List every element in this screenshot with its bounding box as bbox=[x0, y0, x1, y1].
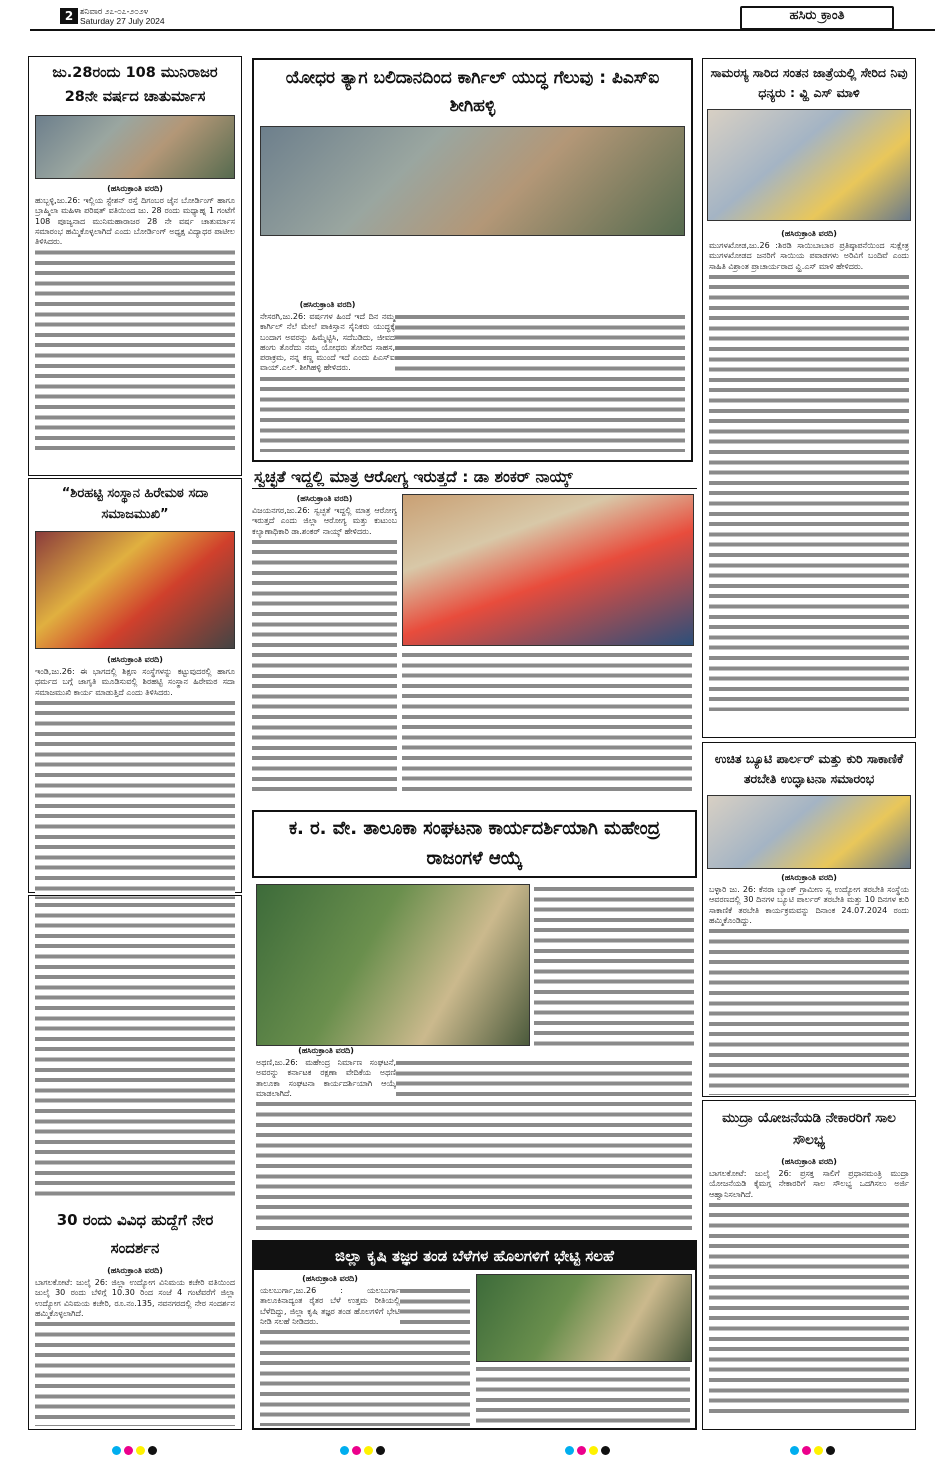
article-text: ನೇಸರಗಿ,ಜು.26: ವರ್ಷಗಳ ಹಿಂದೆ ಇದೆ ದಿನ ನಮ್ಮ ಕಾರ್ಗಿಲ್ ನೆಲೆ ಮೇಲೆ ಪಾಕಿಸ್ತಾನ ಸೈನಿಕರು ಯುದ್ಧಕ್ಕೆ ಬಂದಾಗ ಅವರನ್ನು ಹಿಮ್ಮೆಟ್ಟಿಸಿ, ಸದೆಬಡಿದು, ಜೀವದ ಹಂಗು ತೊರೆದು ನಮ್ಮ ಯೋಧರು ತೋರಿದ ಸಾಹಸ, ಪರಾಕ್ರಮ, ನನ್ನ ಕಣ್ಣ ಮುಂದೆ ಇದೆ ಎಂದು ಪಿಎಸ್ಐ ವಾಯ್.ಎಲ್. ಶೀಗಿಹಳ್ಳಿ ಹೇಳಿದರು. bbox=[260, 312, 395, 373]
headline: ಮುದ್ರಾ ಯೋಜನೆಯಡಿ ನೇಕಾರರಿಗೆ ಸಾಲ ಸೌಲಭ್ಯ bbox=[722, 1110, 896, 1148]
yellow-mark bbox=[814, 1446, 823, 1455]
headline: ಸ್ವಚ್ಛತೆ ಇದ್ದಲ್ಲಿ ಮಾತ್ರ ಆರೋಗ್ಯ ಇರುತ್ತದೆ : ಡಾ ಶಂಕರ್ ನಾಯ್ಕ್ bbox=[252, 466, 697, 489]
kargil-photo bbox=[260, 126, 685, 236]
article-kargil bbox=[252, 58, 693, 462]
headline: ಜು.28ರಂದು 108 ಮುನಿರಾಜರ 28ನೇ ವರ್ಷದ ಚಾತುರ್ಮಾಸ bbox=[52, 65, 218, 105]
byline: (ಹಸಿರುಕ್ರಾಂತಿ ವರದಿ) bbox=[781, 1157, 837, 1166]
article-body bbox=[709, 241, 909, 711]
magenta-mark bbox=[352, 1446, 361, 1455]
article-body bbox=[256, 1058, 692, 1230]
headline: 30 ರಂದು ವಿವಿಧ ಹುದ್ದೆಗೆ ನೇರ ಸಂದರ್ಶನ bbox=[56, 1211, 214, 1257]
event-photo bbox=[707, 109, 911, 221]
yellow-mark bbox=[364, 1446, 373, 1455]
headline: ಯೋಧರ ತ್ಯಾಗ ಬಲಿದಾನದಿಂದ ಕಾರ್ಗಿಲ್ ಯುದ್ಧ ಗೆಲುವು : ಪಿಎಸ್ಐ ಶೀಗಿಹಳ್ಳಿ bbox=[285, 68, 660, 116]
black-mark bbox=[376, 1446, 385, 1455]
yellow-mark bbox=[589, 1446, 598, 1455]
article-body bbox=[35, 196, 235, 456]
article-text: ಯಲಬುರ್ಗಾ,ಜು.26 : ಯಲಬುರ್ಗಾ ತಾಲೂಕಿನಾದ್ಯಂತ ರೈತರ ಬೆಳೆ ಉತ್ತಮ ರೀತಿಯಲ್ಲಿ ಬೆಳೆದಿದ್ದು, ಜಿಲ್ಲಾ ಕೃಷಿ ತಜ್ಞರ ತಂಡ ಹೊಲಗಳಿಗೆ ಭೇಟಿ ನೀಡಿ ಸಲಹೆ ನೀಡಿದರು. bbox=[260, 1286, 400, 1326]
article-text: ಬಾಗಲಕೋಟೆ: ಜುಲೈ 26: ಪ್ರಸಕ್ತ ಸಾಲಿಗೆ ಪ್ರಧಾನಮಂತ್ರಿ ಮುದ್ರಾ ಯೋಜನೆಯಡಿ ಕೈಮಗ್ಗ ನೇಕಾರರಿಗೆ ಸಾಲ ಸೌಲಭ್ಯ ಒದಗಿಸಲು ಅರ್ಜಿ ಆಹ್ವಾನಿಸಲಾಗಿದೆ. bbox=[709, 1169, 909, 1199]
masthead: ಹಸಿರು ಕ್ರಾಂತಿ bbox=[740, 6, 894, 30]
event-photo bbox=[476, 1274, 692, 1362]
article-body-continued bbox=[476, 1364, 690, 1426]
yellow-mark bbox=[136, 1446, 145, 1455]
headline: “ಶಿರಹಟ್ಟಿ ಸಂಸ್ಥಾನ ಹಿರೇಮಠ ಸದಾ ಸಮಾಜಮುಖಿ” bbox=[61, 486, 209, 522]
event-photo bbox=[707, 795, 911, 869]
article-text: ಮುಗಳಖೋಡ,ಜು.26 :ಶಿರಡಿ ಸಾಯಿಬಾಬಾರ ಪ್ರತಿಷ್ಠಾಪನೆಯಿಂದ ಸುಕ್ಷೇತ್ರ ಮುಗಳಖೋಡದ ಜನರಿಗೆ ಸಾಯಿಯ ಪವಾಡಗಳು ಅರಿವಿಗೆ ಬಂದಿವೆ ಎಂದು ಸಾಹಿತಿ ವಿಶ್ರಾಂತ ಪ್ರಾಚಾರ್ಯರಾದ ವ್ಹಿ.ಎಸ್ ಮಾಳಿ ಹೇಳಿದರು. bbox=[709, 241, 909, 271]
continued-body bbox=[35, 900, 235, 1200]
byline: (ಹಸಿರುಕ್ರಾಂತಿ ವರದಿ) bbox=[299, 300, 356, 309]
article-body bbox=[709, 885, 909, 1095]
print-registration-marks-mid2 bbox=[565, 1440, 613, 1452]
print-registration-marks-mid1 bbox=[340, 1440, 388, 1452]
date-kannada: ಶನಿವಾರ ೨೭-೦೭-೨೦೨೪ bbox=[80, 6, 149, 16]
byline: (ಹಸಿರುಕ್ರಾಂತಿ ವರದಿ) bbox=[107, 1266, 163, 1275]
magenta-mark bbox=[802, 1446, 811, 1455]
headline: ಜಿಲ್ಲಾ ಕೃಷಿ ತಜ್ಞರ ತಂಡ ಬೆಳೆಗಳ ಹೊಲಗಳಿಗೆ ಭೇಟ್ಟಿ ಸಲಹೆ bbox=[254, 1242, 695, 1270]
article-body bbox=[35, 667, 235, 899]
article-body bbox=[709, 1169, 909, 1419]
article-chaturmasa bbox=[28, 56, 242, 476]
byline: (ಹಸಿರುಕ್ರಾಂತಿ ವರದಿ) bbox=[107, 655, 163, 664]
article-krishi bbox=[252, 1240, 697, 1430]
event-photo bbox=[402, 494, 694, 646]
page-header bbox=[8, 6, 938, 28]
event-photo bbox=[35, 115, 235, 179]
article-text: ಬಳ್ಳಾರಿ ಜು. 26: ಕೆನರಾ ಬ್ಯಾಂಕ್ ಗ್ರಾಮೀಣ ಸ್ವ ಉದ್ಯೋಗ ತರಬೇತಿ ಸಂಸ್ಥೆಯ ಆವರಣದಲ್ಲಿ 30 ದಿನಗಳ ಬ್ಯೂಟಿ ಪಾರ್ಲರ್ ತರಬೇತಿ ಮತ್ತು 10 ದಿನಗಳ ಕುರಿ ಸಾಕಾಣಿಕೆ ತರಬೇತಿ ಕಾರ್ಯಕ್ರಮವನ್ನು ದಿನಾಂಕ 24.07.2024 ರಂದು ಹಮ್ಮಿಕೊಂಡಿದ್ದು. bbox=[709, 885, 909, 925]
event-photo bbox=[256, 884, 530, 1046]
byline: (ಹಸಿರುಕ್ರಾಂತಿ ವರದಿ) bbox=[107, 184, 163, 193]
article-karave bbox=[252, 810, 697, 1235]
black-mark bbox=[826, 1446, 835, 1455]
article-shirahatti bbox=[28, 478, 242, 893]
byline: (ಹಸಿರುಕ್ರಾಂತಿ ವರದಿ) bbox=[302, 1274, 358, 1283]
byline: (ಹಸಿರುಕ್ರಾಂತಿ ವರದಿ) bbox=[296, 494, 353, 503]
cyan-mark bbox=[565, 1446, 574, 1455]
byline: (ಹಸಿರುಕ್ರಾಂತಿ ವರದಿ) bbox=[781, 873, 837, 882]
article-body bbox=[260, 312, 685, 452]
article-body bbox=[35, 1278, 235, 1426]
headline: ಕ. ರ. ವೇ. ತಾಲೂಕಾ ಸಂಘಟನಾ ಕಾರ್ಯದರ್ಶಿಯಾಗಿ ಮಹೇಂದ್ರ ರಾಜಂಗಳೆ ಆಯ್ಕೆ bbox=[252, 810, 697, 878]
article-text: ಹುಬ್ಬಳ್ಳಿ,ಜು.26: ಇಲ್ಲಿಯ ಸ್ಟೇಶನ್ ರಸ್ತೆ ದಿಗಂಬರ ಜೈನ ಬೋರ್ಡಿಂಗ್ ಹಾಗೂ ಬ್ರಾಹ್ಮಿಲಾ ಮಹಿಳಾ ಪರಿಷತ್ ವತಿಯಿಂದ ಜು. 28 ರಂದು ಮಧ್ಯಾಹ್ನ 1 ಗಂಟೆಗೆ 108 ಪೂಜ್ಯನಾದ ಮುನಿಮಹಾರಾಜರ 28 ನೇ ವರ್ಷ ಚಾತುರ್ಮಾಸ ಸಮಾರಂಭ ಹಮ್ಮಿಕೊಳ್ಳಲಾಗಿದೆ ಎಂದು ಬೋರ್ಡಿಂಗ್ ಅಧ್ಯಕ್ಷ ವಿದ್ಯಾಧರ ಪಾಟೀಲ ತಿಳಿಸಿದರು. bbox=[35, 196, 235, 247]
dateline bbox=[80, 6, 165, 26]
cyan-mark bbox=[340, 1446, 349, 1455]
headline: ಸಾಮರಸ್ಯ ಸಾರಿದ ಸಂತನ ಜಾತ್ರೆಯಲ್ಲಿ ಸೇರಿದ ನಿವು ಧನ್ಯರು : ವ್ಹಿ ಎಸ್ ಮಾಳಿ bbox=[710, 65, 908, 100]
article-direct-interview bbox=[28, 895, 242, 1430]
byline: (ಹಸಿರುಕ್ರಾಂತಿ ವರದಿ) bbox=[298, 1046, 354, 1055]
article-swachhate bbox=[252, 466, 697, 806]
article-body-continued bbox=[402, 650, 692, 796]
article-body-side bbox=[534, 884, 694, 1052]
byline: (ಹಸಿರುಕ್ರಾಂತಿ ವರದಿ) bbox=[781, 229, 837, 238]
black-mark bbox=[601, 1446, 610, 1455]
article-beauty-parlour bbox=[702, 742, 916, 1097]
article-text: ಅಥಣಿ,ಜು.26: ಮಹೇಂದ್ರ ನಿರ್ಮಾಣ ಸಂಘಟನೆ, ಅವರನ್ನು ಕರ್ನಾಟಕ ರಕ್ಷಣಾ ವೇದಿಕೆಯ ಅಥಣಿ ತಾಲೂಕಾ ಸಂಘಟನಾ ಕಾರ್ಯದರ್ಶಿಯಾಗಿ ಆಯ್ಕೆ ಮಾಡಲಾಗಿದೆ. bbox=[256, 1058, 396, 1098]
black-mark bbox=[148, 1446, 157, 1455]
cyan-mark bbox=[790, 1446, 799, 1455]
article-body bbox=[260, 1286, 470, 1426]
article-mudra bbox=[702, 1100, 916, 1430]
print-registration-marks-right bbox=[790, 1440, 838, 1452]
event-photo bbox=[35, 531, 235, 649]
article-text: ವಿಜಯನಗರ,ಜು.26: ಸ್ವಚ್ಛತೆ ಇದ್ದಲ್ಲಿ ಮಾತ್ರ ಆರೋಗ್ಯ ಇರುತ್ತದೆ ಎಂದು ಜಿಲ್ಲಾ ಆರೋಗ್ಯ ಮತ್ತು ಕುಟುಂಬ ಕಲ್ಯಾಣಾಧಿಕಾರಿ ಡಾ.ಶಂಕರ್ ನಾಯ್ಕ್ ಹೇಳಿದರು. bbox=[252, 506, 397, 536]
article-body bbox=[252, 506, 397, 796]
article-sai-jatre bbox=[702, 58, 916, 738]
cyan-mark bbox=[112, 1446, 121, 1455]
magenta-mark bbox=[577, 1446, 586, 1455]
article-text: ಇಂಡಿ,ಜು.26: ಈ ಭಾಗದಲ್ಲಿ ಶಿಕ್ಷಣ ಸಂಸ್ಥೆಗಳನ್ನು ಕಟ್ಟುವುದರಲ್ಲಿ ಹಾಗೂ ಧರ್ಮದ ಬಗ್ಗೆ ಜಾಗೃತಿ ಮೂಡಿಸುವಲ್ಲಿ ಶಿರಹಟ್ಟಿ ಸಂಸ್ಥಾನ ಹಿರೇಮಠ ಸದಾ ಸಮಾಜಮುಖಿ ಕಾರ್ಯ ಮಾಡುತ್ತಿದೆ ಎಂದು ತಿಳಿಸಿದರು. bbox=[35, 667, 235, 697]
article-text: ಬಾಗಲಕೋಟೆ: ಜುಲೈ 26: ಜಿಲ್ಲಾ ಉದ್ಯೋಗ ವಿನಿಮಯ ಕಚೇರಿ ವತಿಯಿಂದ ಜುಲೈ 30 ರಂದು ಬೆಳಿಗ್ಗೆ 10.30 ರಿಂದ ಸಂಜೆ 4 ಗಂಟೆವರೆಗೆ ಜಿಲ್ಲಾ ಉದ್ಯೋಗ ವಿನಿಮಯ ಕಚೇರಿ, ರೂ.ನಂ.135, ನವನಗರದಲ್ಲಿ ನೇರ ಸಂದರ್ಶನ ಹಮ್ಮಿಕೊಳ್ಳಲಾಗಿದೆ. bbox=[35, 1278, 235, 1318]
headline: ಉಚಿತ ಬ್ಯೂಟಿ ಪಾರ್ಲರ್ ಮತ್ತು ಕುರಿ ಸಾಕಾಣಿಕೆ ತರಬೇತಿ ಉದ್ಘಾಟನಾ ಸಮಾರಂಭ bbox=[714, 751, 904, 786]
date-english: Saturday 27 July 2024 bbox=[80, 16, 165, 26]
magenta-mark bbox=[124, 1446, 133, 1455]
page-number: 2 bbox=[60, 8, 78, 24]
print-registration-marks-left bbox=[112, 1440, 160, 1452]
header-rule bbox=[30, 29, 935, 31]
